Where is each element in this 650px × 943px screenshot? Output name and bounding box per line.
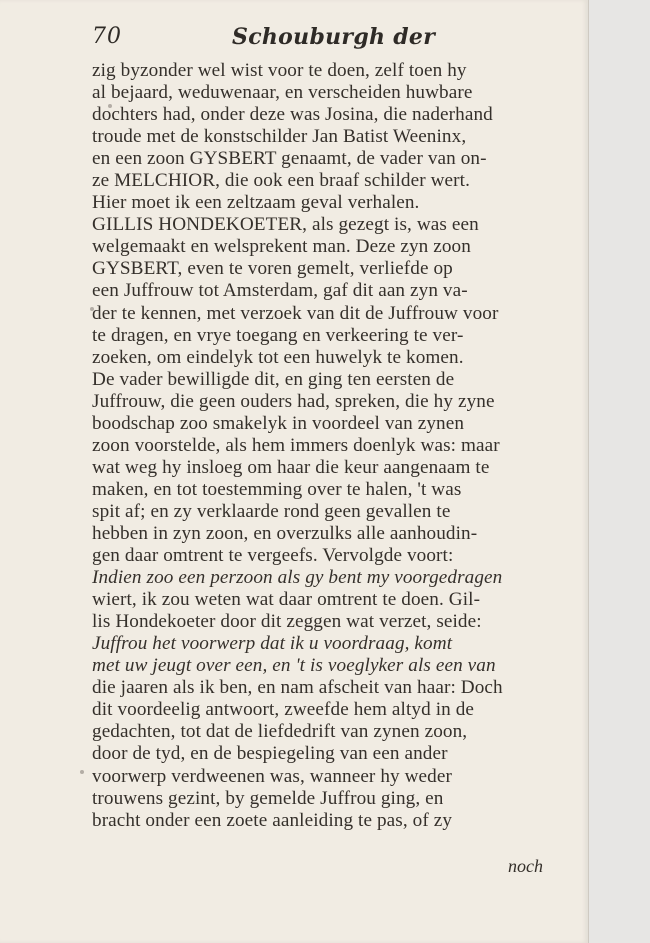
text-line-italic: Juffrou het voorwerp dat ik u voordraag, komt: [92, 633, 453, 655]
text-line: trouwens gezint, by gemelde Juffrou ging, en: [92, 787, 444, 809]
text-line: welgemaakt en welsprekent man. Deze zyn zoon: [92, 236, 471, 258]
page-gutter: [588, 0, 650, 943]
text-line-italic: met uw jeugt over een, en 't is voeglyker als een van: [92, 655, 496, 677]
text-line: Juffrouw, die geen ouders had, spreken, die hy zyne: [92, 390, 495, 412]
text-line: een Juffrouw tot Amsterdam, gaf dit aan zyn va-: [92, 280, 468, 302]
text-line: en een zoon GYSBERT genaamt, de vader van on-: [92, 148, 487, 170]
text-line: zoon voorstelde, als hem immers doenlyk was: maar: [92, 434, 500, 456]
text-line: dit voordeelig antwoort, zweefde hem altyd in de: [92, 699, 475, 721]
page-number: 70: [92, 24, 122, 49]
text-line: zoeken, om eindelyk tot een huwelyk te komen.: [92, 346, 464, 368]
running-title: Schouburgh der: [232, 24, 436, 50]
text-line: troude met de konstschilder Jan Batist Weeninx,: [92, 126, 467, 148]
text-line: gedachten, tot dat de liefdedrift van zynen zoon,: [92, 721, 468, 743]
text-line: gen daar omtrent te vergeefs. Vervolgde voort:: [92, 545, 454, 567]
text-line: GILLIS HONDEKOETER, als gezegt is, was een: [92, 214, 479, 236]
text-line: wat weg hy insloeg om haar die keur aangenaam te: [92, 456, 490, 478]
text-line: wiert, ik zou weten wat daar omtrent te doen. Gil-: [92, 589, 481, 611]
text-line: maken, en tot toestemming over te halen, 't was: [92, 478, 462, 500]
text-line: GYSBERT, even te voren gemelt, verliefde op: [92, 258, 453, 280]
text-line: die jaaren als ik ben, en nam afscheit van haar: Doch: [92, 677, 503, 699]
ink-speck: [80, 770, 84, 774]
text-line: lis Hondekoeter door dit zeggen wat verzet, seide:: [92, 611, 482, 633]
text-line: dochters had, onder deze was Josina, die naderhand: [92, 104, 493, 126]
body-text: [92, 60, 544, 832]
text-line: der te kennen, met verzoek van dit de Juffrouw voor: [92, 302, 499, 324]
text-line: bracht onder een zoete aanleiding te pas, of zy: [92, 809, 453, 831]
text-line: boodschap zoo smakelyk in voordeel van zynen: [92, 412, 465, 434]
text-line: ze MELCHIOR, die ook een braaf schilder wert.: [92, 170, 470, 192]
text-line: zig byzonder wel wist voor te doen, zelf toen hy: [92, 60, 467, 81]
ink-speck: [90, 307, 94, 311]
text-line: al bejaard, weduwenaar, en verscheiden huwbare: [92, 82, 473, 104]
text-line-italic: Indien zoo een perzoon als gy bent my voorgedragen: [92, 567, 503, 589]
text-line: door de tyd, en de bespiegeling van een ander: [92, 743, 448, 765]
catchword: noch: [508, 856, 543, 876]
ink-speck: [108, 104, 112, 108]
text-line: hebben in zyn zoon, en overzulks alle aanhoudin-: [92, 522, 478, 544]
text-line: Hier moet ik een zeltzaam geval verhalen.: [92, 192, 420, 214]
text-line: spit af; en zy verklaarde rond geen gevallen te: [92, 500, 451, 522]
text-line: te dragen, en vrye toegang en verkeering te ver-: [92, 324, 464, 346]
page-edge: [588, 0, 589, 943]
text-line: voorwerp verdweenen was, wanneer hy weder: [92, 765, 452, 787]
text-line: De vader bewilligde dit, en ging ten eersten de: [92, 368, 455, 390]
running-head: [92, 24, 542, 54]
